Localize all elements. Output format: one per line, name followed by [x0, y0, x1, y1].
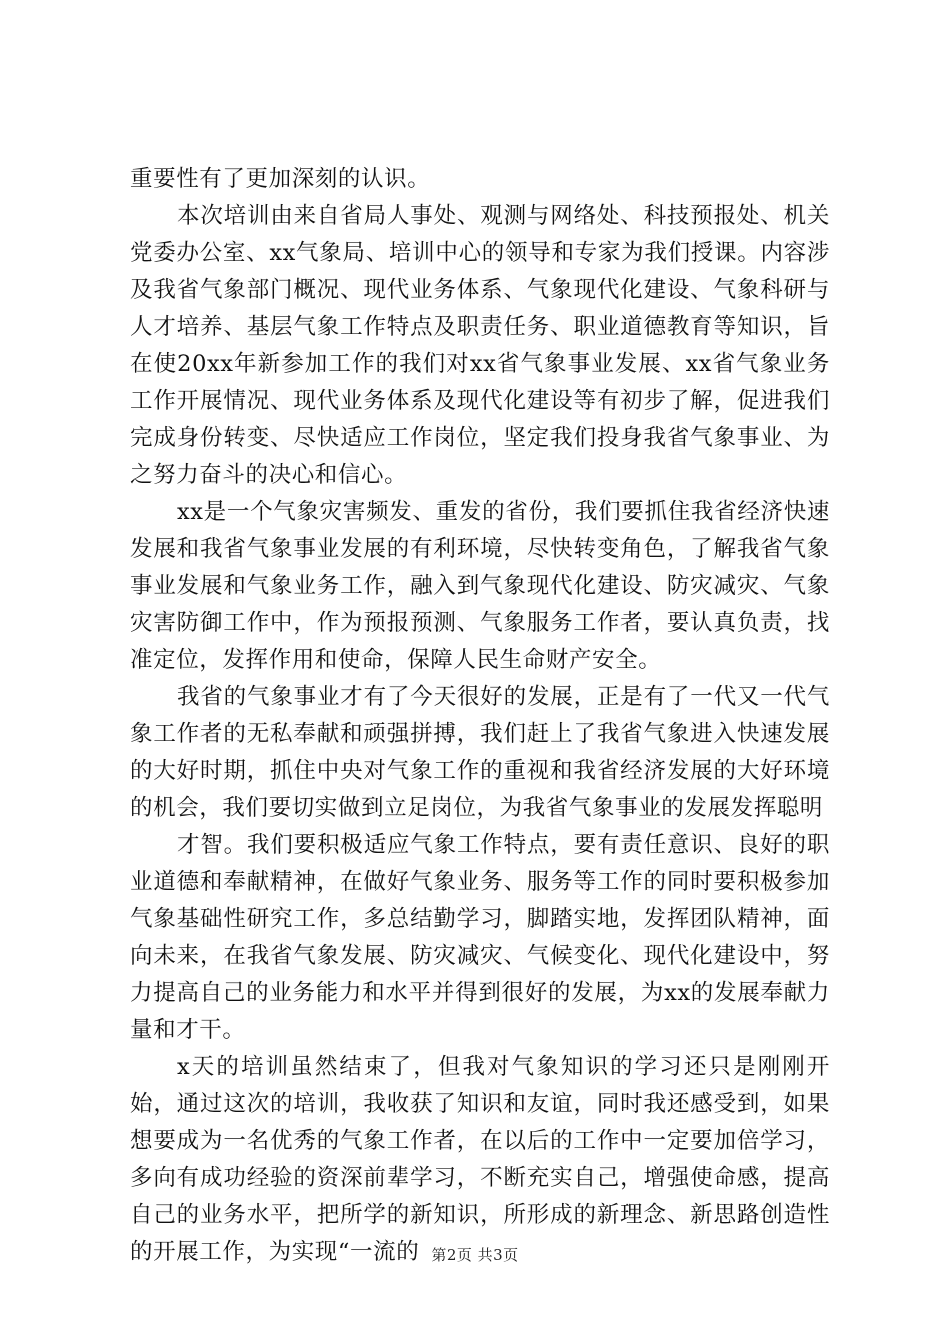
paragraph-development: 我省的气象事业才有了今天很好的发展，正是有了一代又一代气象工作者的无私奉献和顽强拼搏，我们赶上了我省气象进入快速发展的大好时期，抓住中央对气象工作的重视和我省经济发展的大好环境的机会，我们要切实做到立足岗位，为我省气象事业的发展发挥聪明	[130, 684, 830, 821]
paragraph-wisdom: 才智。我们要积极适应气象工作特点，要有责任意识、良好的职业道德和奉献精神，在做好气象业务、服务等工作的同时要积极参加气象基础性研究工作，多总结勤学习，脚踏实地，发挥团队精神，面向未来，在我省气象发展、防灾减灾、气候变化、现代化建设中，努力提高自己的业务能力和水平并得到很好的发展，为xx的发展奉献力量和才干。	[130, 832, 830, 1043]
document-body	[130, 161, 830, 1271]
page-number-footer: 第2页 共3页	[431, 1246, 519, 1264]
paragraph-training-overview: 本次培训由来自省局人事处、观测与网络处、科技预报处、机关党委办公室、xx气象局、培训中心的领导和专家为我们授课。内容涉及我省气象部门概况、现代业务体系、气象现代化建设、气象科研与人才培养、基层气象工作特点及职责任务、职业道德教育等知识，旨在使20xx年新参加工作的我们对xx省气象事业发展、xx省气象业务工作开展情况、现代业务体系及现代化建设等有初步了解，促进我们完成身份转变、尽快适应工作岗位，坚定我们投身我省气象事业、为之努力奋斗的决心和信心。	[130, 203, 830, 488]
paragraph-province-disasters: xx是一个气象灾害频发、重发的省份，我们要抓住我省经济快速发展和我省气象事业发展的有利环境，尽快转变角色，了解我省气象事业发展和气象业务工作，融入到气象现代化建设、防灾减灾、气象灾害防御工作中，作为预报预测、气象服务工作者，要认真负责，找准定位，发挥作用和使命，保障人民生命财产安全。	[130, 499, 830, 673]
paragraph-continuation: 重要性有了更加深刻的认识。	[130, 166, 431, 192]
paragraph-conclusion: x天的培训虽然结束了，但我对气象知识的学习还只是刚刚开始，通过这次的培训，我收获了知识和友谊，同时我还感受到，如果想要成为一名优秀的气象工作者，在以后的工作中一定要加倍学习，多向有成功经验的资深前辈学习，不断充实自己，增强使命感，提高自己的业务水平，把所学的新知识，所形成的新理念、新思路创造性的开展工作，为实现“一流的	[130, 1054, 830, 1265]
